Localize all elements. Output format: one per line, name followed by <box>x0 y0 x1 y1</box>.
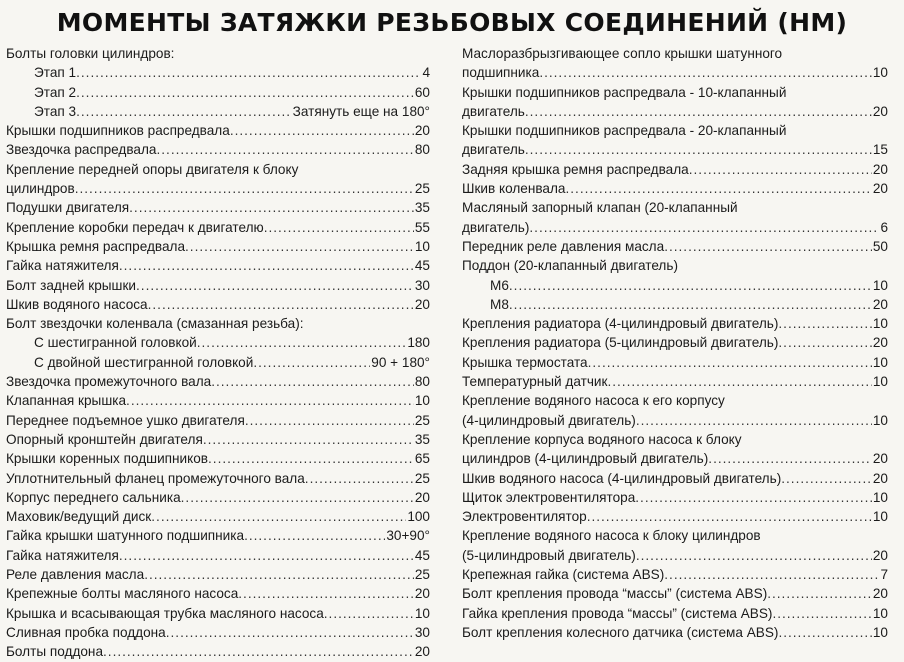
torque-label: Болт крепления колесного датчика (система ABS) <box>462 624 779 640</box>
torque-label: Болты поддона <box>6 644 104 660</box>
torque-value: 10 <box>872 624 888 640</box>
torque-row <box>462 333 888 352</box>
torque-row <box>462 44 888 63</box>
torque-row <box>6 353 430 372</box>
torque-row <box>462 237 888 256</box>
torque-label: Крышки подшипников распредвала - 10-клапанный <box>462 84 787 100</box>
torque-label: М8 <box>490 296 509 312</box>
torque-label: подшипника <box>462 65 540 81</box>
torque-label: Сливная пробка поддона <box>6 624 166 640</box>
torque-label: Крышки коренных подшипников <box>6 451 209 467</box>
torque-row <box>6 83 430 102</box>
dot-leader <box>664 237 872 256</box>
torque-value: 35 <box>414 200 430 216</box>
torque-label: (4-цилиндровый двигатель) <box>462 412 636 428</box>
right-column <box>462 44 888 642</box>
torque-value: 10 <box>872 65 888 81</box>
dot-leader <box>525 102 872 121</box>
torque-label: Шкив коленвала <box>462 181 566 197</box>
torque-label: Болт задней крышки <box>6 277 137 293</box>
torque-label: Крепление водяного насоса к его корпусу <box>462 393 725 409</box>
torque-row <box>6 604 430 623</box>
torque-row <box>462 372 888 391</box>
dot-leader <box>208 449 414 468</box>
torque-row <box>6 565 430 584</box>
dot-leader <box>203 430 414 449</box>
torque-label: Поддон (20-клапанный двигатель) <box>462 258 678 274</box>
torque-row <box>6 295 430 314</box>
dot-leader <box>636 546 872 565</box>
torque-row <box>6 44 430 63</box>
dot-leader <box>126 391 414 410</box>
dot-leader <box>148 295 414 314</box>
torque-label: Крепления радиатора (5-цилиндровый двигатель) <box>462 335 779 351</box>
torque-row <box>462 546 888 565</box>
torque-value: 20 <box>872 181 888 197</box>
dot-leader <box>211 372 414 391</box>
torque-row <box>6 333 430 352</box>
torque-row <box>6 507 430 526</box>
torque-row <box>462 256 888 275</box>
torque-row <box>462 430 888 449</box>
torque-row <box>462 488 888 507</box>
torque-value: 65 <box>414 451 430 467</box>
torque-row <box>6 469 430 488</box>
torque-label: Звездочка распредвала <box>6 142 157 158</box>
torque-label: Шкив водяного насоса <box>6 296 148 312</box>
torque-label: цилиндров <box>6 181 75 197</box>
torque-label: цилиндров (4-цилиндровый двигатель) <box>462 451 709 467</box>
torque-label: Крышка термостата <box>462 354 588 370</box>
torque-label: Масляный запорный клапан (20-клапанный <box>462 200 738 216</box>
torque-label: Крепления радиатора (4-цилиндровый двигатель) <box>462 316 779 332</box>
torque-row <box>462 353 888 372</box>
torque-value: 10 <box>872 354 888 370</box>
torque-value: 20 <box>872 451 888 467</box>
torque-row <box>462 83 888 102</box>
torque-label: Крепежные болты масляного насоса <box>6 586 239 602</box>
dot-leader <box>76 63 421 82</box>
dot-leader <box>689 160 872 179</box>
torque-value: 10 <box>414 605 430 621</box>
torque-row <box>6 391 430 410</box>
torque-label: Маховик/ведущий диск <box>6 509 152 525</box>
torque-value: 25 <box>414 470 430 486</box>
torque-label: Крепление передней опоры двигателя к блоку <box>6 161 299 177</box>
dot-leader <box>185 237 414 256</box>
dot-leader <box>539 63 872 82</box>
dot-leader <box>772 604 871 623</box>
dot-leader <box>525 140 872 159</box>
dot-leader <box>76 102 292 121</box>
torque-value: 80 <box>414 142 430 158</box>
torque-label: Клапанная крышка <box>6 393 127 409</box>
torque-value: 20 <box>872 296 888 312</box>
torque-row <box>462 469 888 488</box>
torque-value: 10 <box>872 489 888 505</box>
torque-label: Передник реле давления масла <box>462 238 665 254</box>
dot-leader <box>157 140 414 159</box>
dot-leader <box>509 295 872 314</box>
torque-label: Уплотнительный фланец промежуточного вала <box>6 470 305 486</box>
torque-value: 20 <box>872 586 888 602</box>
torque-value: 80 <box>414 374 430 390</box>
torque-value: 50 <box>872 238 888 254</box>
torque-value: 20 <box>872 161 888 177</box>
torque-row <box>6 526 430 545</box>
torque-label: Крышка ремня распредвала <box>6 238 186 254</box>
torque-value: 7 <box>880 567 888 583</box>
dot-leader <box>708 449 872 468</box>
torque-label: двигатель) <box>462 219 530 235</box>
torque-label: Электровентилятор <box>462 509 587 525</box>
dot-leader <box>119 546 414 565</box>
torque-label: Крышка и всасывающая трубка масляного насоса <box>6 605 324 621</box>
dot-leader <box>144 565 414 584</box>
torque-value: 10 <box>872 374 888 390</box>
torque-row <box>462 565 888 584</box>
torque-value: 10 <box>872 412 888 428</box>
torque-row <box>462 526 888 545</box>
torque-row <box>462 449 888 468</box>
torque-value: 15 <box>872 142 888 158</box>
torque-row <box>462 198 888 217</box>
torque-row <box>462 276 888 295</box>
torque-row <box>462 179 888 198</box>
torque-label: Опорный кронштейн двигателя <box>6 431 203 447</box>
dot-leader <box>587 507 872 526</box>
torque-label: Подушки двигателя <box>6 200 130 216</box>
torque-row <box>6 488 430 507</box>
torque-value: 4 <box>422 65 430 81</box>
dot-leader <box>305 469 414 488</box>
torque-label: Гайка натяжителя <box>6 258 119 274</box>
torque-row <box>6 584 430 603</box>
torque-label: Шкив водяного насоса (4-цилиндровый двигатель) <box>462 470 782 486</box>
torque-row <box>462 102 888 121</box>
torque-label: Звездочка промежуточного вала <box>6 374 212 390</box>
torque-row <box>6 411 430 430</box>
torque-label: (5-цилиндровый двигатель) <box>462 547 636 563</box>
torque-row <box>462 140 888 159</box>
torque-label: Крышки подшипников распредвала <box>6 123 230 139</box>
torque-label: двигатель <box>462 142 525 158</box>
dot-leader <box>245 411 414 430</box>
dot-leader <box>607 372 871 391</box>
torque-label: Крепежная гайка (система ABS) <box>462 567 665 583</box>
torque-value: 25 <box>414 412 430 428</box>
torque-value: 20 <box>872 103 888 119</box>
torque-row <box>6 546 430 565</box>
torque-value: 10 <box>872 316 888 332</box>
torque-row <box>6 160 430 179</box>
torque-value: 10 <box>872 509 888 525</box>
dot-leader <box>767 584 872 603</box>
torque-value: 10 <box>872 277 888 293</box>
dot-leader <box>75 179 414 198</box>
torque-row <box>6 449 430 468</box>
dot-leader <box>136 276 414 295</box>
torque-row <box>6 218 430 237</box>
torque-value: 10 <box>872 605 888 621</box>
torque-row <box>462 411 888 430</box>
torque-value: 20 <box>414 644 430 660</box>
torque-row <box>462 218 888 237</box>
torque-value: 45 <box>414 258 430 274</box>
torque-value: 20 <box>414 489 430 505</box>
torque-row <box>6 198 430 217</box>
torque-label: Гайка натяжителя <box>6 547 119 563</box>
torque-row <box>462 584 888 603</box>
torque-value: 30 <box>414 277 430 293</box>
torque-label: Корпус переднего сальника <box>6 489 181 505</box>
dot-leader <box>181 488 414 507</box>
torque-label: Болт звездочки коленвала (смазанная резьба): <box>6 316 304 332</box>
torque-label: С двойной шестигранной головкой <box>34 354 254 370</box>
torque-row <box>462 623 888 642</box>
torque-value: 55 <box>414 219 430 235</box>
torque-label: двигатель <box>462 103 525 119</box>
torque-value: 6 <box>880 219 888 235</box>
dot-leader <box>636 411 872 430</box>
torque-row <box>6 642 430 661</box>
dot-leader <box>166 623 414 642</box>
torque-value: 90 + 180° <box>371 354 430 370</box>
torque-value: 25 <box>414 181 430 197</box>
torque-row <box>462 63 888 82</box>
torque-label: Гайка крышки шатунного подшипника <box>6 528 245 544</box>
page-title: МОМЕНТЫ ЗАТЯЖКИ РЕЗЬБОВЫХ СОЕДИНЕНИЙ (НМ) <box>56 8 848 37</box>
torque-row <box>462 160 888 179</box>
torque-row <box>6 372 430 391</box>
torque-label: М6 <box>490 277 509 293</box>
torque-value: 35 <box>414 431 430 447</box>
torque-row <box>6 63 430 82</box>
dot-leader <box>76 83 414 102</box>
torque-value: 20 <box>872 335 888 351</box>
torque-value: 20 <box>414 586 430 602</box>
torque-value: 45 <box>414 547 430 563</box>
torque-row <box>462 121 888 140</box>
dot-leader <box>230 121 414 140</box>
torque-label: Болт крепления провода “массы” (система ABS) <box>462 586 768 602</box>
dot-leader <box>324 604 414 623</box>
dot-leader <box>565 179 871 198</box>
dot-leader <box>529 218 879 237</box>
torque-label: Щиток электровентилятора <box>462 489 636 505</box>
torque-value: 20 <box>872 470 888 486</box>
torque-label: Болты головки цилиндров: <box>6 46 175 61</box>
torque-value: 30+90° <box>386 528 430 544</box>
torque-row <box>6 314 430 333</box>
torque-value: 10 <box>414 393 430 409</box>
torque-value: 60 <box>414 84 430 100</box>
dot-leader <box>778 623 871 642</box>
dot-leader <box>253 353 370 372</box>
dot-leader <box>197 333 407 352</box>
torque-row <box>6 237 430 256</box>
torque-value: 100 <box>407 509 430 525</box>
torque-row <box>6 623 430 642</box>
torque-label: Крепление коробки передач к двигателю <box>6 219 264 235</box>
torque-value: 25 <box>414 567 430 583</box>
torque-row <box>6 140 430 159</box>
dot-leader <box>778 314 871 333</box>
torque-row <box>6 276 430 295</box>
torque-row <box>462 295 888 314</box>
torque-label: Реле давления масла <box>6 567 145 583</box>
torque-label: С шестигранной головкой <box>34 335 197 351</box>
torque-row <box>6 102 430 121</box>
torque-value: Затянуть еще на 180° <box>292 103 430 119</box>
torque-label: Гайка крепления провода “массы” (система ABS) <box>462 605 773 621</box>
dot-leader <box>588 353 872 372</box>
torque-row <box>462 604 888 623</box>
left-column <box>6 44 430 662</box>
torque-label: Температурный датчик <box>462 374 608 390</box>
torque-label: Крышки подшипников распредвала - 20-клапанный <box>462 123 787 139</box>
torque-label: Задняя крышка ремня распредвала <box>462 161 689 177</box>
torque-label: Крепление водяного насоса к блоку цилиндров <box>462 528 761 544</box>
dot-leader <box>264 218 414 237</box>
dot-leader <box>635 488 872 507</box>
torque-label: Крепление корпуса водяного насоса к блоку <box>462 431 742 447</box>
dot-leader <box>238 584 414 603</box>
torque-value: 20 <box>414 296 430 312</box>
torque-value: 180 <box>407 335 430 351</box>
torque-value: 30 <box>414 624 430 640</box>
torque-value: 20 <box>414 123 430 139</box>
torque-row <box>462 314 888 333</box>
dot-leader <box>151 507 406 526</box>
torque-row <box>462 507 888 526</box>
torque-row <box>6 121 430 140</box>
torque-label: Этап 1 <box>34 65 77 81</box>
torque-row <box>462 391 888 410</box>
torque-label: Этап 3 <box>34 103 77 119</box>
torque-label: Этап 2 <box>34 84 77 100</box>
torque-row <box>6 256 430 275</box>
dot-leader <box>778 333 871 352</box>
dot-leader <box>119 256 414 275</box>
dot-leader <box>509 276 872 295</box>
dot-leader <box>103 642 414 661</box>
torque-row <box>6 430 430 449</box>
torque-row <box>6 179 430 198</box>
dot-leader <box>244 526 385 545</box>
torque-value: 10 <box>414 238 430 254</box>
dot-leader <box>664 565 879 584</box>
torque-value: 20 <box>872 547 888 563</box>
dot-leader <box>129 198 414 217</box>
dot-leader <box>781 469 872 488</box>
torque-label: Маслоразбрызгивающее сопло крышки шатунного <box>462 46 783 61</box>
torque-label: Переднее подъемное ушко двигателя <box>6 412 245 428</box>
